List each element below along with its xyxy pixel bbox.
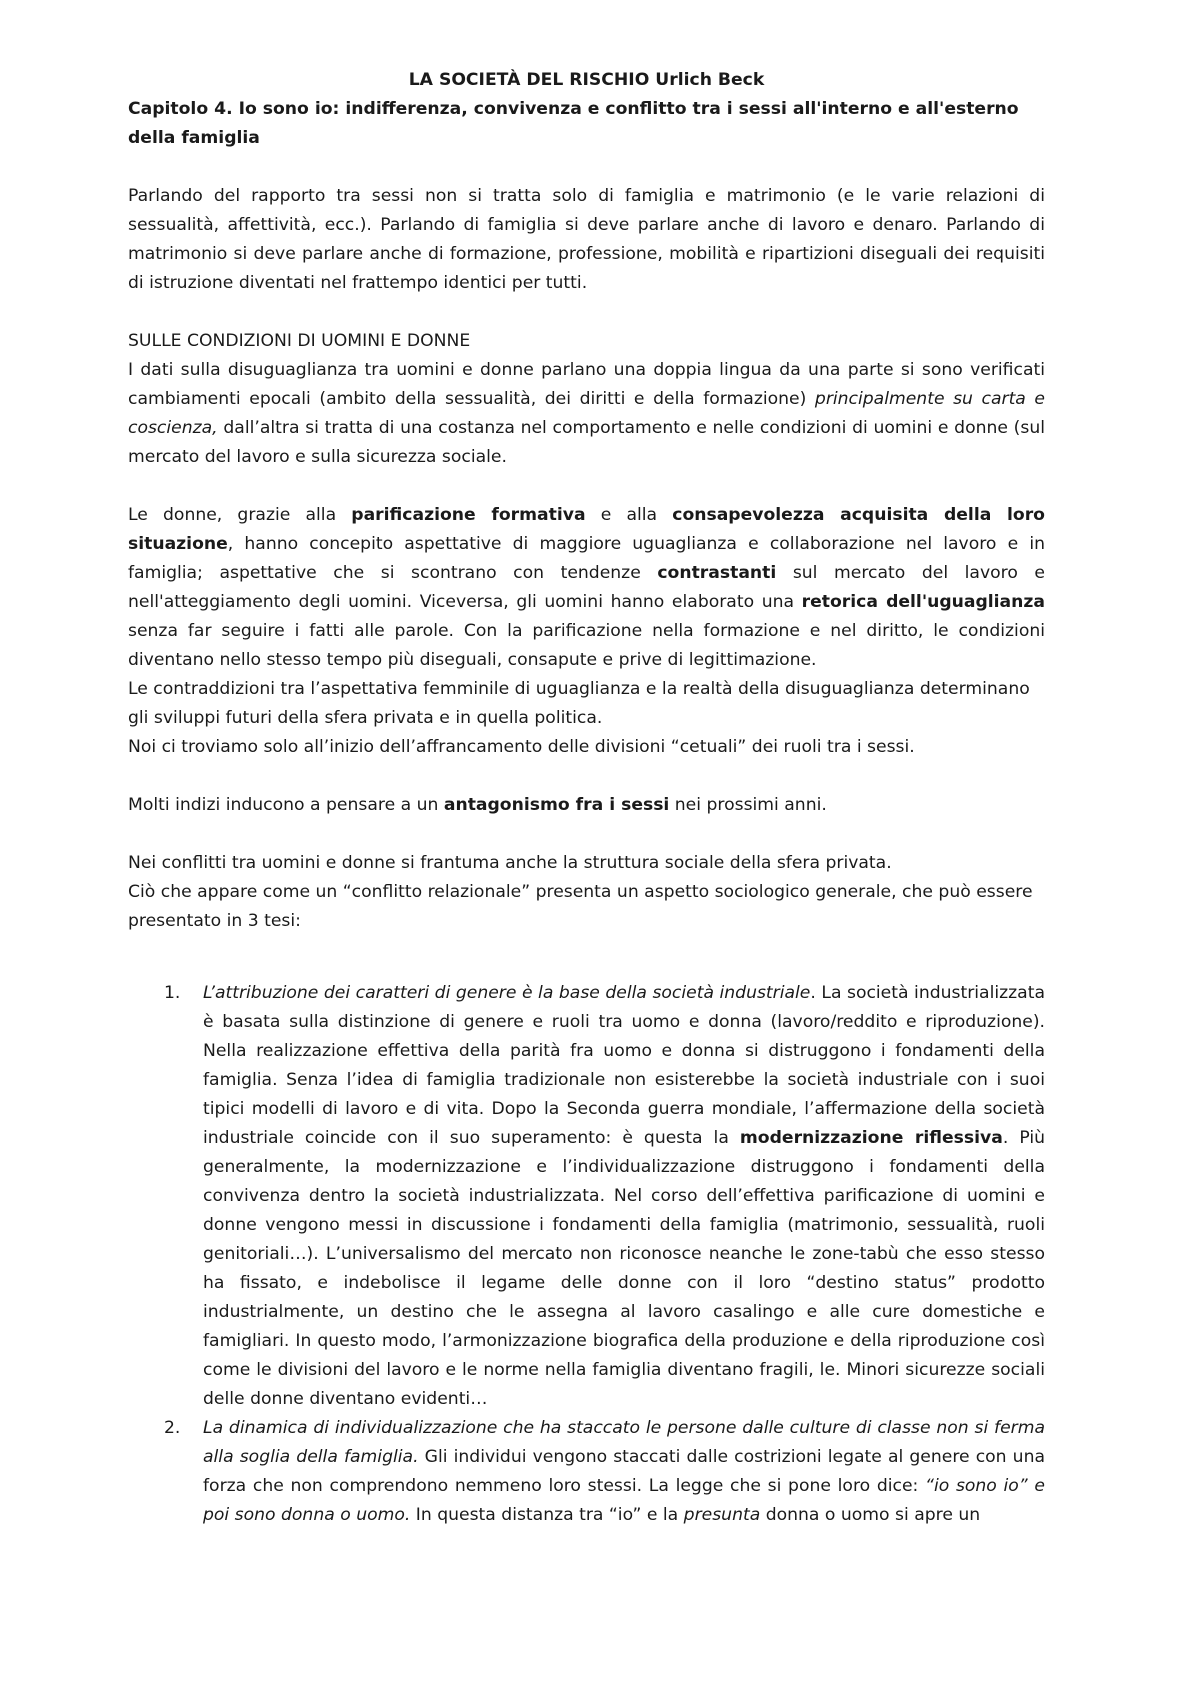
section-heading: SULLE CONDIZIONI DI UOMINI E DONNE (128, 331, 471, 351)
spacer (128, 153, 1045, 182)
text-run: . Più generalmente, la modernizzazione e l’individualizzazione distruggono i fondamenti della convivenza dentro la società industrializzata. Nel corso dell’effettiva parificazione di uomini e donne vengono messi in discussione i fondamenti della famiglia (matrimonio, sessualità, ruoli genitoriali…). L’universalismo del mercato non riconosce neanche le zone-tabù che esso stesso ha fissato, e indebolisce il legame delle donne con il loro “destino status” prodotto industrialmente, un destino che le assegna al lavoro casalingo e alle cure domestiche e famigliari. In questo modo, l’armonizzazione biografica della produzione e della riproduzione così come le divisioni del lavoro e le norme nella famiglia diventano fragili, le. Minori sicurezze sociali delle donne diventano evidenti… (203, 1128, 1045, 1409)
paragraph-donne (128, 501, 1045, 675)
bold-run: consapevolezza acquisita della loro situazione (128, 505, 1045, 554)
bold-run: antagonismo fra i sessi (443, 795, 670, 815)
thesis-item-1 (128, 979, 1045, 1414)
list-number: 2. (164, 1418, 181, 1438)
text-run: I dati sulla disuguaglianza tra uomini e donne parlano una doppia lingua da una parte si sono verificati cambiamenti epocali (ambito della sessualità, dei diritti e della formazione) (128, 360, 1045, 409)
thesis-item-2 (128, 1414, 1045, 1530)
text-run: e alla (585, 505, 673, 525)
paragraph-disuguaglianza (128, 356, 1045, 472)
text-run: . La società industrializzata è basata sulla distinzione di genere e ruoli tra uomo e donna (lavoro/reddito e riproduzione). Nella realizzazione effettiva della parità fra uomo e donna si distruggono i fondamenti della famiglia. Senza l’idea di famiglia tradizionale non esisterebbe la società industriale con i suoi tipici modelli di lavoro e di vita. Dopo la Seconda guerra mondiale, l’affermazione della società industriale coincide con il suo superamento: è questa la (203, 983, 1045, 1148)
paragraph-affrancamento: Noi ci troviamo solo all’inizio dell’affrancamento delle divisioni “cetuali” dei ruoli tra i sessi. (128, 737, 915, 757)
bold-run: retorica dell'uguaglianza (801, 592, 1045, 612)
paragraph-conflitti: Nei conflitti tra uomini e donne si frantuma anche la struttura sociale della sfera privata. (128, 853, 892, 873)
italic-run: La dinamica di individualizzazione che ha staccato le persone dalle culture di classe non si ferma alla soglia della famiglia. (203, 1418, 1045, 1467)
spacer (128, 762, 1045, 791)
italic-run: “io sono io” e poi sono donna o uomo. (203, 1476, 1045, 1525)
spacer (128, 820, 1045, 849)
spacer (128, 472, 1045, 501)
spacer (128, 965, 1045, 979)
italic-run: presunta (683, 1505, 761, 1525)
text-run: senza far seguire i fatti alle parole. Con la parificazione nella formazione e nel diritto, le condizioni diventano nello stesso tempo più diseguali, consapute e prive di legittimazione. (128, 621, 1045, 670)
italic-run: principalmente su carta e coscienza, (128, 389, 1045, 438)
text-run: dall’altra si tratta di una costanza nel comportamento e nelle condizioni di uomini e donne (sul mercato del lavoro e sulla sicurezza sociale. (128, 418, 1045, 467)
text-run: Gli individui vengono staccati dalle costrizioni legate al genere con una forza che non comprendono nemmeno loro stessi. La legge che si pone loro dice: (203, 1447, 1046, 1496)
text-run: In questa distanza tra “io” e la (410, 1505, 684, 1525)
list-number: 1. (164, 983, 181, 1003)
chapter-heading: Capitolo 4. Io sono io: indifferenza, convivenza e conflitto tra i sessi all'interno e all'esterno della famiglia (128, 99, 1019, 148)
text-run: , hanno concepito aspettative di maggiore uguaglianza e collaborazione nel lavoro e in famiglia; aspettative che si scontrano con tendenze (128, 534, 1045, 583)
paragraph-contraddizioni: Le contraddizioni tra l’aspettativa femminile di uguaglianza e la realtà della disuguaglianza determinano gli sviluppi futuri della sfera privata e in quella politica. (128, 679, 1030, 728)
bold-run: contrastanti (657, 563, 777, 583)
text-run: nei prossimi anni. (669, 795, 827, 815)
bold-run: modernizzazione riflessiva (739, 1128, 1003, 1148)
italic-run: L’attribuzione dei caratteri di genere è la base della società industriale (203, 983, 811, 1003)
thesis-list (128, 979, 1045, 1530)
text-run: Molti indizi inducono a pensare a un (128, 795, 444, 815)
spacer (128, 298, 1045, 327)
text-run: sul mercato del lavoro e nell'atteggiamento degli uomini. Viceversa, gli uomini hanno elaborato una (128, 563, 1045, 612)
paragraph-tesi-intro: Ciò che appare come un “conflitto relazionale” presenta un aspetto sociologico generale, che può essere presentato in 3 tesi: (128, 882, 1033, 931)
spacer (128, 936, 1045, 965)
text-run: donna o uomo si apre un (760, 1505, 981, 1525)
bold-run: parificazione formativa (351, 505, 586, 525)
paragraph-antagonismo (128, 791, 1045, 820)
text-run: Le donne, grazie alla (128, 505, 352, 525)
document-title: LA SOCIETÀ DEL RISCHIO Urlich Beck (408, 70, 765, 90)
intro-paragraph: Parlando del rapporto tra sessi non si tratta solo di famiglia e matrimonio (e le varie relazioni di sessualità, affettività, ecc.). Parlando di famiglia si deve parlare anche di lavoro e denaro. Parlando di matrimonio si deve parlare anche di formazione, professione, mobilità e ripartizioni diseguali dei requisiti di istruzione diventati nel frattempo identici per tutti. (128, 186, 1045, 293)
